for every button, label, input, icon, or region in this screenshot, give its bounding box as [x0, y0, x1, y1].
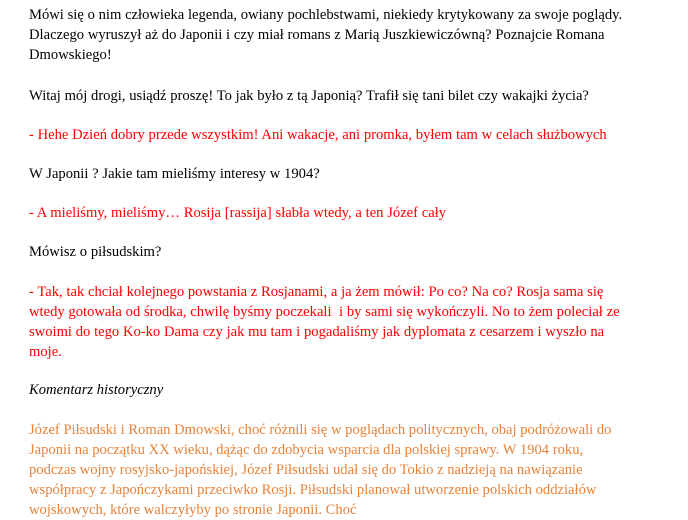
interview-question-1: Witaj mój drogi, usiądź proszę! To jak było z tą Japonią? Trafił się tani bilet czy wakajki życia?	[29, 87, 589, 104]
intro-paragraph: Mówi się o nim człowieka legenda, owiany pochlebstwami, niekiedy krytykowany za swoje poglądy. Dlaczego wyruszył aż do Japonii i czy miał romans z Marią Juszkiewiczówną? Poznajcie Romana Dmowskiego!	[29, 7, 626, 64]
interview-question-2: W Japonii ? Jakie tam mieliśmy interesy w 1904?	[29, 166, 320, 183]
interview-answer-1: - Hehe Dzień dobry przede wszystkim! Ani wakacje, ani promka, byłem tam w celach służbowych	[29, 126, 607, 143]
interview-answer-2: - A mieliśmy, mieliśmy… Rosija [rassija] słabła wtedy, a ten Józef cały	[29, 205, 447, 222]
commentary-paragraph: Józef Piłsudski i Roman Dmowski, choć różnili się w poglądach politycznych, obaj podróżowali do Japonii na początku XX wieku, dążąc do zdobycia wsparcia dla polskiej sprawy. W 1904 roku, podczas wojny rosyjsko-japońskiej, Józef Piłsudski udał się do Tokio z nadzieją na nawiązanie współpracy z Japończykami przeciwko Rosji. Piłsudski planował utworzenie polskich oddziałów wojskowych, które walczyłyby po stronie Japonii. Choć	[29, 421, 616, 519]
interview-answer-3: - Tak, tak chciał kolejnego powstania z Rosjanami, a ja żem mówił: Po co? Na co? Rosja sama się wtedy gotowała od środka, chwilę byśmy poczekali i by sami się wykończyli. No to żem poleciał ze swoimi do tego Ko-ko Dama czy jak mu tam i pogadaliśmy jak dyplomata z cesarzem i wyszło na moje.	[29, 283, 624, 361]
interview-question-3: Mówisz o piłsudskim?	[29, 244, 162, 261]
commentary-heading: Komentarz historyczny	[29, 382, 164, 399]
